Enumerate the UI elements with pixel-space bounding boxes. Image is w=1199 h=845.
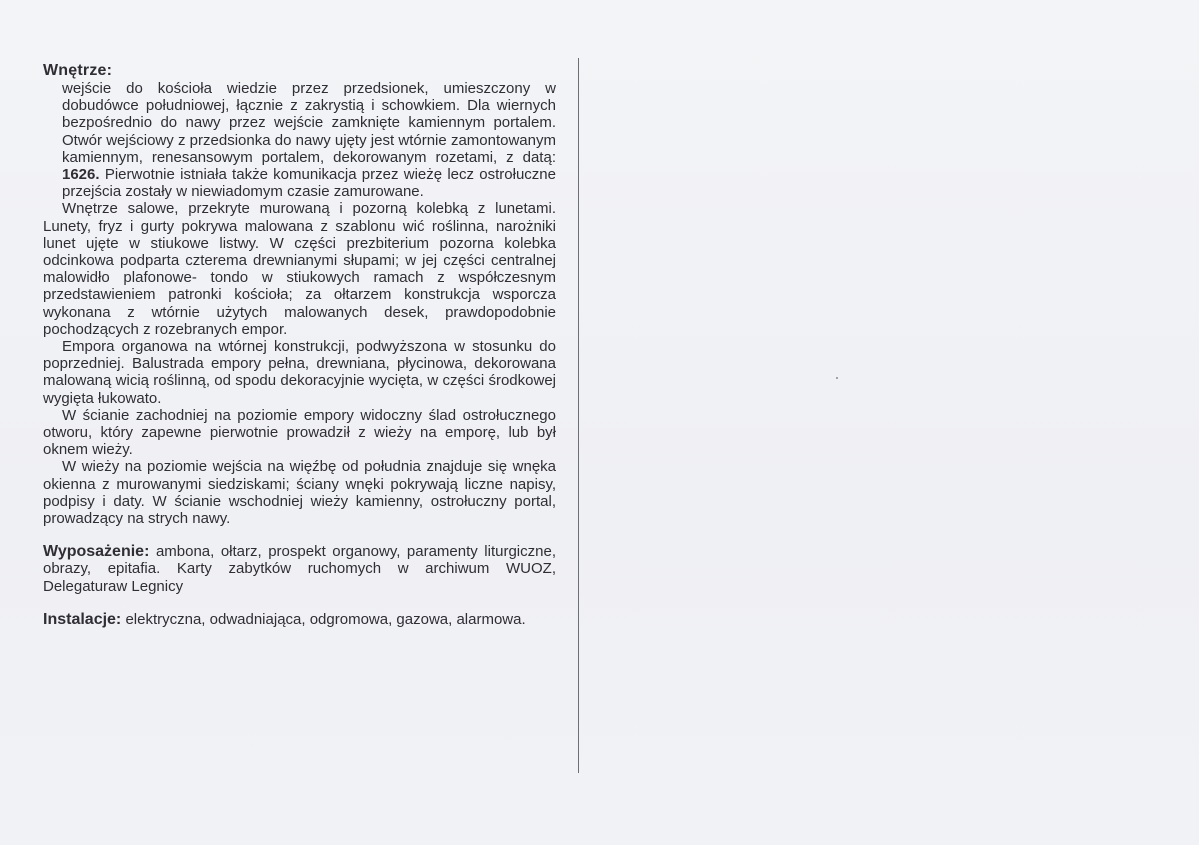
equipment-paragraph xyxy=(43,543,556,595)
interior-p1-text: wejście do kościoła wiedzie przez przedsionek, umieszczony w dobudówce południowej, łącznie z zakrystią i schowkiem. Dla wiernych bezpośrednio do nawy przez wejście zamknięte kamiennym portalem. Otwór wejściowy z przedsionka do nawy ujęty jest wtórnie zamontowanym kamiennym, renesansowym portalem, dekorowanym rozetami, z datą: xyxy=(62,80,556,166)
interior-date: 1626. xyxy=(62,166,100,184)
interior-heading: Wnętrze: xyxy=(43,62,113,79)
scan-speck xyxy=(836,377,838,379)
interior-p1-text-rest: Pierwotnie istniała także komunikacja przez wieżę lecz ostrołuczne przejścia zostały w niewiadomym czasie zamurowane. xyxy=(62,166,556,201)
spacer xyxy=(43,527,556,543)
interior-paragraph-4: W ścianie zachodniej na poziomie empory widoczny ślad ostrołucznego otworu, który zapewne pierwotnie prowadził z wieży na emporę, lub był oknem wieży. xyxy=(43,406,556,459)
installations-paragraph xyxy=(43,611,556,628)
column-divider xyxy=(578,58,579,773)
interior-paragraph-1 xyxy=(43,80,556,200)
spacer xyxy=(43,595,556,611)
installations-heading: Instalacje: xyxy=(43,610,122,628)
equipment-heading: Wyposażenie: xyxy=(43,543,150,561)
interior-paragraph-5: W wieży na poziomie wejścia na więźbę od południa znajduje się wnęka okienna z murowanymi siedziskami; ściany wnęki pokrywają liczne napisy, podpisy i daty. W ścianie wschodniej wieży kamienny, ostrołuczny portal, prowadzący na strych nawy. xyxy=(43,458,556,528)
equipment-text: ambona, ołtarz, prospekt organowy, paramenty liturgiczne, obrazy, epitafia. Karty zabytków ruchomych w archiwum WUOZ, Delegaturaw Legnicy xyxy=(43,543,556,595)
interior-paragraph-2: Wnętrze salowe, przekryte murowaną i pozorną kolebką z lunetami. Lunety, fryz i gurty pokrywa malowana z szablonu wić roślinna, narożniki lunet ujęte w stiukowe listwy. W części prezbiterium pozorna kolebka odcinkowa podparta czterema drewnianymi słupami; w jej części centralnej malowidło plafonowe- tondo w stiukowych ramach z współczesnym przedstawieniem patronki kościoła; za ołtarzem konstrukcja wsporcza wykonana z wtórnie użytych malowanych desek, prawdopodobnie pochodzących z rozebranych empor. xyxy=(43,200,556,338)
left-column xyxy=(43,62,556,628)
installations-text: elektryczna, odwadniająca, odgromowa, gazowa, alarmowa. xyxy=(125,610,526,628)
interior-paragraph-3: Empora organowa na wtórnej konstrukcji, podwyższona w stosunku do poprzedniej. Balustrada empory pełna, drewniana, płycinowa, dekorowana malowaną wicią roślinną, od spodu dekoracyjnie wycięta, w części środkowej wygięta łukowato. xyxy=(43,338,556,407)
